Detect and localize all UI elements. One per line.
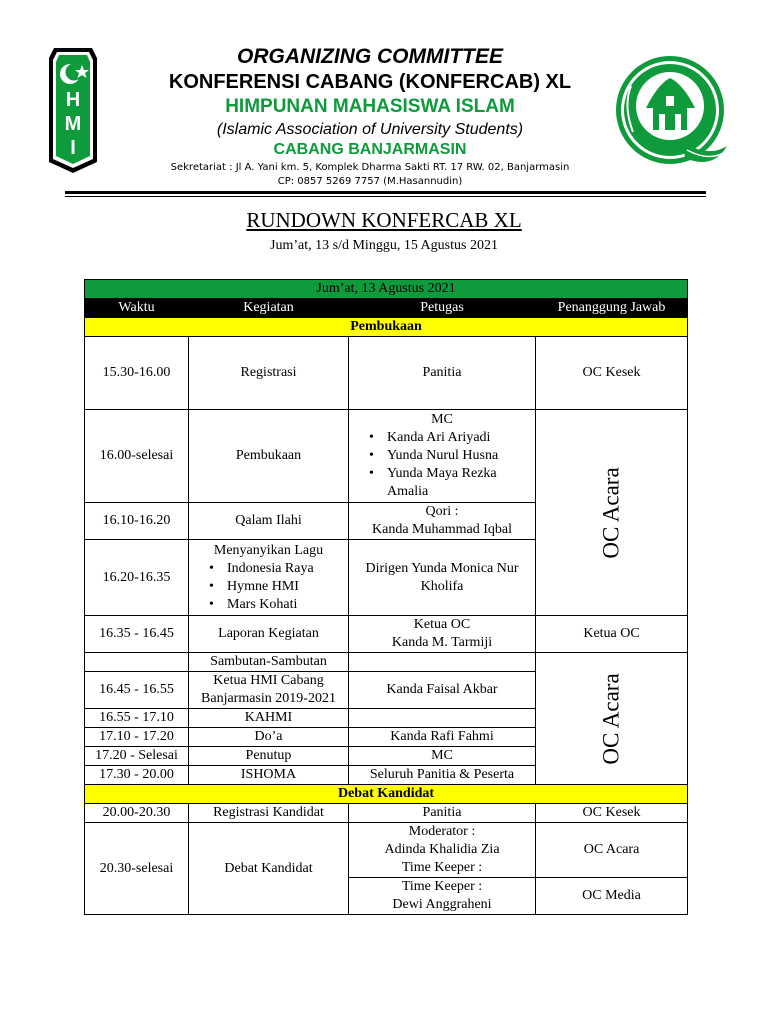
pic-vertical-label: OC Acara: [598, 672, 624, 765]
staff-cell: [349, 503, 536, 540]
column-header-pic: Penanggung Jawab: [536, 299, 688, 318]
staff-cell: [349, 410, 536, 503]
column-header-staff: Petugas: [349, 299, 536, 318]
organization-english-name: (Islamic Association of University Students): [216, 121, 524, 138]
list-item: • Yunda Nurul Husna: [351, 447, 533, 465]
contact-person: CP: 0857 5269 7757 (M.Hasannudin): [277, 176, 463, 187]
column-header-activity: Kegiatan: [189, 299, 349, 318]
section-row: [85, 318, 688, 337]
secretariat-address: Sekretariat : Jl A. Yani km. 5, Komplek Dharma Sakti RT. 17 RW. 02, Banjarmasin: [170, 162, 570, 173]
document-date-range: Jum’at, 13 s/d Minggu, 15 Agustus 2021: [270, 238, 498, 253]
activity-cell: Pembukaan: [189, 410, 349, 503]
staff-cell: MC: [349, 747, 536, 766]
list-item: • Mars Kohati: [191, 596, 346, 614]
staff-cell: [349, 616, 536, 653]
table-row: [85, 804, 688, 823]
time-cell: 16.20-16.35: [85, 540, 189, 616]
staff-role: Moderator :: [408, 824, 476, 839]
activity-cell: Debat Kandidat: [189, 823, 349, 915]
column-header-row: [85, 299, 688, 318]
event-heading: KONFERENSI CABANG (KONFERCAB) XL: [168, 71, 572, 93]
staff-cell: [349, 878, 536, 915]
hmi-letter-m: M: [64, 113, 82, 135]
time-cell: 16.45 - 16.55: [85, 672, 189, 709]
activity-cell: Laporan Kegiatan: [189, 616, 349, 653]
song-list: [191, 560, 346, 614]
list-item: • Kanda Ari Ariyadi: [351, 429, 533, 447]
pic-cell: OC Acara: [536, 823, 688, 878]
staff-person: Kanda Muhammad Iqbal: [372, 522, 512, 537]
branch-name: CABANG BANJARMASIN: [273, 141, 467, 158]
activity-cell: KAHMI: [189, 709, 349, 728]
pic-vertical-label: OC Acara: [598, 466, 624, 559]
activity-cell: Sambutan-Sambutan: [189, 653, 349, 672]
pic-cell: OC Kesek: [536, 337, 688, 410]
activity-cell: Qalam Ilahi: [189, 503, 349, 540]
hmi-letter-h: H: [65, 89, 81, 111]
pic-cell-merged: [536, 410, 688, 616]
list-item: • Indonesia Raya: [191, 560, 346, 578]
time-cell: 20.30-selesai: [85, 823, 189, 915]
list-item: • Yunda Maya Rezka Amalia: [351, 465, 533, 501]
hmi-branch-emblem-icon: [613, 46, 731, 176]
organization-name: HIMPUNAN MAHASISWA ISLAM: [225, 96, 515, 117]
staff-role: Time Keeper :: [401, 879, 483, 894]
activity-cell: ISHOMA: [189, 766, 349, 785]
staff-role: Ketua OC: [413, 617, 471, 632]
hmi-logo-icon: [48, 46, 98, 174]
time-cell: 16.10-16.20: [85, 503, 189, 540]
pic-cell: Ketua OC: [536, 616, 688, 653]
section-opening: Pembukaan: [85, 318, 688, 337]
letterhead-rule-thick: [65, 191, 706, 194]
staff-cell: Kanda Rafi Fahmi: [349, 728, 536, 747]
activity-cell: [189, 540, 349, 616]
section-row: [85, 785, 688, 804]
activity-cell: Penutup: [189, 747, 349, 766]
pic-cell-merged: [536, 653, 688, 785]
staff-cell: Panitia: [349, 337, 536, 410]
time-cell: 16.00-selesai: [85, 410, 189, 503]
time-cell: 15.30-16.00: [85, 337, 189, 410]
staff-role: Qori :: [425, 504, 459, 519]
pic-cell: OC Kesek: [536, 804, 688, 823]
section-debate: Debat Kandidat: [85, 785, 688, 804]
staff-person: Kanda M. Tarmiji: [391, 635, 493, 650]
document-title: RUNDOWN KONFERCAB XL: [246, 208, 522, 232]
rundown-table: [84, 279, 688, 915]
table-row: [85, 823, 688, 878]
time-cell: [85, 653, 189, 672]
staff-list: [351, 429, 533, 501]
pic-cell: OC Media: [536, 878, 688, 915]
list-item: • Hymne HMI: [191, 578, 346, 596]
committee-heading: ORGANIZING COMMITTEE: [237, 45, 503, 68]
staff-cell: Panitia: [349, 804, 536, 823]
day-header-row: [85, 280, 688, 299]
staff-person: Adinda Khalidia Zia: [384, 842, 500, 857]
time-cell: 16.55 - 17.10: [85, 709, 189, 728]
time-cell: 17.30 - 20.00: [85, 766, 189, 785]
activity-cell: Ketua HMI Cabang Banjarmasin 2019-2021: [189, 672, 349, 709]
staff-cell: [349, 653, 536, 672]
activity-cell: Registrasi Kandidat: [189, 804, 349, 823]
activity-cell: Registrasi: [189, 337, 349, 410]
staff-cell: Seluruh Panitia & Peserta: [349, 766, 536, 785]
day-header: Jum’at, 13 Agustus 2021: [85, 280, 688, 299]
column-header-time: Waktu: [85, 299, 189, 318]
table-row: [85, 410, 688, 503]
staff-cell: [349, 709, 536, 728]
hmi-letter-i: I: [70, 137, 76, 159]
staff-cell: Dirigen Yunda Monica Nur Kholifa: [349, 540, 536, 616]
table-row: [85, 337, 688, 410]
table-row: [85, 616, 688, 653]
staff-cell: [349, 823, 536, 878]
staff-cell: Kanda Faisal Akbar: [349, 672, 536, 709]
time-cell: 16.35 - 16.45: [85, 616, 189, 653]
activity-title: Menyanyikan Lagu: [213, 542, 324, 558]
activity-cell: Do’a: [189, 728, 349, 747]
staff-person: Dewi Anggraheni: [392, 897, 492, 912]
staff-role: MC: [431, 412, 453, 427]
letterhead-rule-thin: [65, 196, 706, 197]
table-row: [85, 653, 688, 672]
time-cell: 20.00-20.30: [85, 804, 189, 823]
time-cell: 17.10 - 17.20: [85, 728, 189, 747]
time-cell: 17.20 - Selesai: [85, 747, 189, 766]
staff-role: Time Keeper :: [401, 860, 483, 875]
